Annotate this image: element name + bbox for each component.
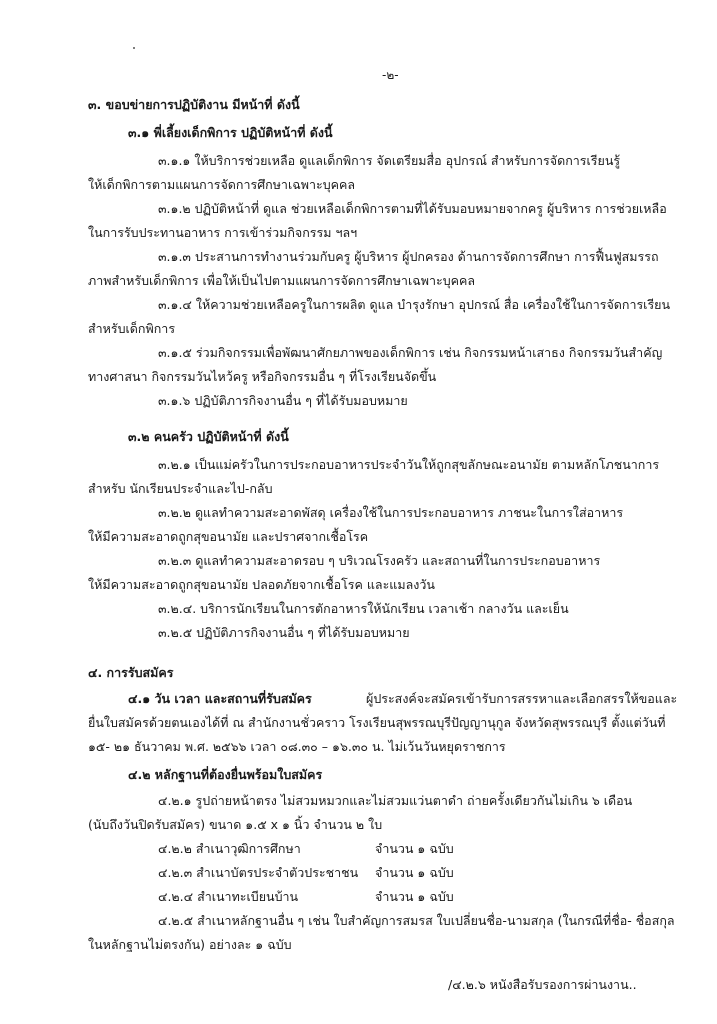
- paragraph-line: ภาพสำหรับเด็กพิการ เพื่อให้เป็นไปตามแผนการจัดการศึกษาเฉพาะบุคคล: [88, 273, 476, 288]
- section-4-2-heading: ๔.๒ หลักฐานที่ต้องยื่นพร้อมใบสมัคร: [128, 767, 323, 782]
- document-item: ๔.๒.๓ สำเนาบัตรประจำตัวประชาชน: [158, 865, 359, 880]
- paragraph-line: ให้เด็กพิการตามแผนการจัดการศึกษาเฉพาะบุคคล: [88, 177, 356, 192]
- paragraph-line: ๓.๒.๓ ดูแลทำความสะอาดรอบ ๆ บริเวณโรงครัว และสถานที่ในการประกอบอาหาร: [158, 553, 601, 568]
- section-4-heading: ๔. การรับสมัคร: [88, 665, 174, 680]
- paragraph-line: สำหรับ นักเรียนประจำและไป-กลับ: [88, 481, 273, 496]
- continuation-note: /๔.๒.๖ หนังสือรับรองการผ่านงาน..: [448, 977, 637, 992]
- document-item: ๔.๒.๔ สำเนาทะเบียนบ้าน: [158, 889, 299, 904]
- document-item: ๔.๒.๒ สำเนาวุฒิการศึกษา: [158, 841, 301, 856]
- paragraph-line: ในการรับประทานอาหาร การเข้าร่วมกิจกรรม ฯลฯ: [88, 225, 358, 240]
- paragraph-line: ในหลักฐานไม่ตรงกัน) อย่างละ ๑ ฉบับ: [88, 937, 292, 952]
- paragraph-line: ทางศาสนา กิจกรรมวันไหว้ครู หรือกิจกรรมอื่น ๆ ที่โรงเรียนจัดขึ้น: [88, 369, 437, 384]
- paragraph-line: ๓.๒.๒ ดูแลทำความสะอาดพัสดุ เครื่องใช้ในการประกอบอาหาร ภาชนะในการใส่อาหาร: [158, 505, 624, 520]
- section-4-1-heading: ๔.๑ วัน เวลา และสถานที่รับสมัคร: [128, 691, 312, 706]
- paragraph-line: ๓.๒.๕ ปฏิบัติภารกิจงานอื่น ๆ ที่ได้รับมอบหมาย: [158, 625, 410, 640]
- document-qty: จำนวน ๑ ฉบับ: [375, 841, 454, 856]
- paragraph-line: ยื่นใบสมัครด้วยตนเองได้ที่ ณ สำนักงานชั่วคราว โรงเรียนสุพรรณบุรีปัญญานุกูล จังหวัดสุพรรณบุรี ตั้งแต่วันที่: [88, 715, 666, 730]
- paragraph-line: ให้มีความสะอาดถูกสุขอนามัย ปลอดภัยจากเชื้อโรค และแมลงวัน: [88, 577, 435, 592]
- paragraph-line: (นับถึงวันปิดรับสมัคร) ขนาด ๑.๕ x ๑ นิ้ว จำนวน ๒ ใบ: [88, 817, 383, 832]
- paragraph-line: ๓.๑.๓ ประสานการทำงานร่วมกับครู ผู้บริหาร ผู้ปกครอง ด้านการจัดการศึกษา การฟื้นฟูสมรรถ: [158, 249, 659, 264]
- section-3-1-heading: ๓.๑ พี่เลี้ยงเด็กพิการ ปฏิบัติหน้าที่ ดังนี้: [128, 125, 333, 140]
- section-3-heading: ๓. ขอบข่ายการปฏิบัติงาน มีหน้าที่ ดังนี้: [88, 97, 300, 112]
- paragraph-line: ๓.๑.๔ ให้ความช่วยเหลือครูในการผลิต ดูแล บำรุงรักษา อุปกรณ์ สื่อ เครื่องใช้ในการจัดการเรียน: [158, 297, 671, 312]
- paragraph-line: ให้มีความสะอาดถูกสุขอนามัย และปราศจากเชื้อโรค: [88, 529, 369, 544]
- section-3-2-heading: ๓.๒ คนครัว ปฏิบัติหน้าที่ ดังนี้: [128, 429, 289, 444]
- page-number: -๒-: [382, 68, 399, 82]
- paragraph-line: ๓.๑.๒ ปฏิบัติหน้าที่ ดูแล ช่วยเหลือเด็กพิการตามที่ได้รับมอบหมายจากครู ผู้บริหาร การช่วยเหลือ: [158, 201, 667, 216]
- paragraph-line: ๓.๒.๔. บริการนักเรียนในการตักอาหารให้นักเรียน เวลาเช้า กลางวัน และเย็น: [158, 601, 569, 616]
- paragraph-line: ๓.๒.๑ เป็นแม่ครัวในการประกอบอาหารประจำวันให้ถูกสุขลักษณะอนามัย ตามหลักโภชนาการ: [158, 457, 660, 472]
- paragraph-line: ผู้ประสงค์จะสมัครเข้ารับการสรรหาและเลือกสรรให้ขอและ: [366, 691, 678, 706]
- document-qty: จำนวน ๑ ฉบับ: [375, 889, 454, 904]
- document-qty: จำนวน ๑ ฉบับ: [375, 865, 454, 880]
- paragraph-line: ๓.๑.๕ ร่วมกิจกรรมเพื่อพัฒนาศักยภาพของเด็กพิการ เช่น กิจกรรมหน้าเสาธง กิจกรรมวันสำคัญ: [158, 345, 663, 360]
- paragraph-line: ๔.๒.๑ รูปถ่ายหน้าตรง ไม่สวมหมวกและไม่สวมแว่นตาดำ ถ่ายครั้งเดียวกันไม่เกิน ๖ เดือน: [158, 793, 633, 808]
- paragraph-line: ๑๕- ๒๑ ธันวาคม พ.ศ. ๒๕๖๖ เวลา ๐๘.๓๐ – ๑๖.๓๐ น. ไม่เว้นวันหยุดราชการ: [88, 739, 506, 754]
- paragraph-line: ๓.๑.๖ ปฏิบัติภารกิจงานอื่น ๆ ที่ได้รับมอบหมาย: [158, 393, 408, 408]
- paragraph-line: สำหรับเด็กพิการ: [88, 321, 176, 336]
- scan-speck: [133, 47, 135, 49]
- paragraph-line: ๓.๑.๑ ให้บริการช่วยเหลือ ดูแลเด็กพิการ จัดเตรียมสื่อ อุปกรณ์ สำหรับการจัดการเรียนรู้: [158, 153, 621, 168]
- paragraph-line: ๔.๒.๕ สำเนาหลักฐานอื่น ๆ เช่น ใบสำคัญการสมรส ใบเปลี่ยนชื่อ-นามสกุล (ในกรณีที่ชื่อ- ชื่อสกุล: [158, 913, 675, 928]
